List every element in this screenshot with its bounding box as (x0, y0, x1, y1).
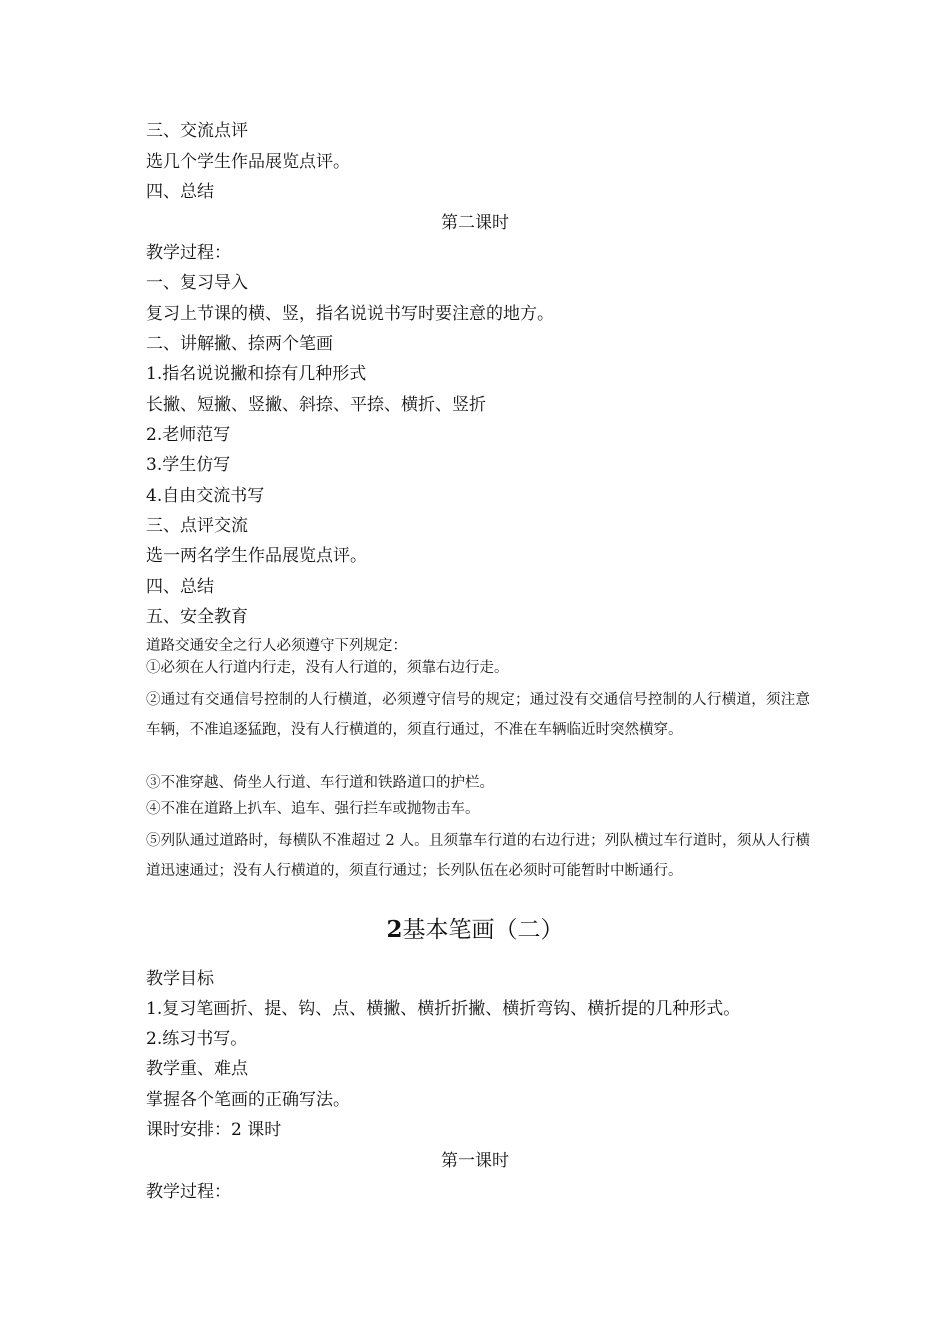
safety-rule: ④不准在道路上扒车、追车、强行拦车或抛物击车。 (146, 801, 480, 817)
section-heading: 四、总结 (146, 182, 214, 202)
lesson-heading-number: 2 (386, 916, 403, 943)
body-line: 课时安排：2 课时 (146, 1120, 282, 1140)
section-heading: 三、交流点评 (146, 121, 248, 141)
body-line: 长撇、短撇、竖撇、斜捺、平捺、横折、竖折 (146, 395, 486, 415)
body-line: 选一两名学生作品展览点评。 (146, 546, 367, 566)
lesson-heading (0, 915, 950, 945)
section-heading: 四、总结 (146, 577, 214, 597)
list-item: 1.指名说说撇和捺有几种形式 (146, 364, 367, 384)
safety-rule: ⑤列队通过道路时，每横队不准超过 2 人。且须靠车行道的右边行进；列队横过车行道时，须从人行横道迅速通过；没有人行横道的，须直行通过；长列队伍在必须时可能暂时中断通行。 (146, 833, 810, 879)
body-line: 掌握各个笔画的正确写法。 (146, 1090, 350, 1110)
lesson-period-title: 第一课时 (441, 1151, 509, 1171)
safety-rule: ②通过有交通信号控制的人行横道，必须遵守信号的规定；通过没有交通信号控制的人行横道，须注意车辆，不准追逐猛跑，没有人行横道的，须直行通过，不准在车辆临近时突然横穿。 (146, 692, 810, 738)
list-item: 2.练习书写。 (146, 1029, 248, 1049)
body-line: 教学过程： (146, 1182, 231, 1202)
body-line: 复习上节课的横、竖，指名说说书写时要注意的地方。 (146, 304, 554, 324)
section-heading: 教学目标 (146, 969, 214, 989)
body-line: 教学过程： (146, 243, 231, 263)
list-item: 2.老师范写 (146, 425, 231, 445)
section-heading: 教学重、难点 (146, 1059, 248, 1079)
lesson-heading-text: 基本笔画（二） (402, 917, 564, 943)
safety-rule: ①必须在人行道内行走，没有人行道的，须靠右边行走。 (146, 660, 509, 676)
list-item: 3.学生仿写 (146, 455, 231, 475)
list-item: 4.自由交流书写 (146, 486, 265, 506)
section-heading: 一、复习导入 (146, 273, 248, 293)
section-heading: 五、安全教育 (146, 607, 248, 627)
lesson-period-title: 第二课时 (441, 213, 509, 233)
section-heading: 三、点评交流 (146, 516, 248, 536)
body-line: 选几个学生作品展览点评。 (146, 152, 350, 172)
list-item: 1.复习笔画折、提、钩、点、横撇、横折折撇、横折弯钩、横折提的几种形式。 (146, 999, 741, 1019)
section-heading: 二、讲解撇、捺两个笔画 (146, 334, 333, 354)
safety-intro: 道路交通安全之行人必须遵守下列规定： (146, 638, 407, 654)
safety-rule: ③不准穿越、倚坐人行道、车行道和铁路道口的护栏。 (146, 775, 494, 791)
